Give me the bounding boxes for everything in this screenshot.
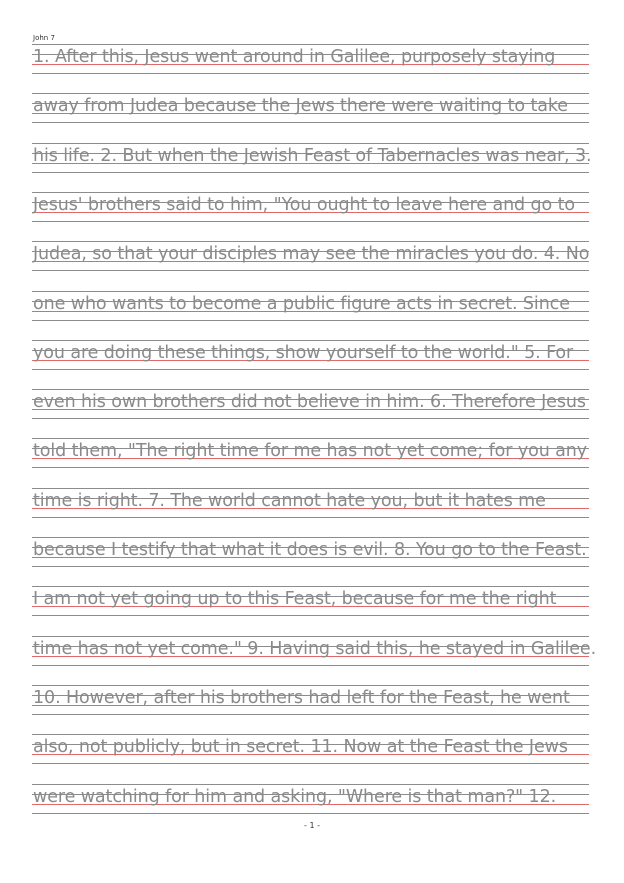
top-guide-line [32, 93, 589, 94]
trace-text-line: you are doing these things, show yourself to the world." 5. For [33, 342, 574, 363]
practice-row [32, 93, 589, 123]
descender-guide-line [32, 665, 589, 666]
descender-guide-line [32, 418, 589, 419]
top-guide-line [32, 340, 589, 341]
practice-row [32, 192, 589, 222]
top-guide-line [32, 784, 589, 785]
practice-row [32, 488, 589, 518]
descender-guide-line [32, 122, 589, 123]
descender-guide-line [32, 467, 589, 468]
descender-guide-line [32, 813, 589, 814]
top-guide-line [32, 586, 589, 587]
top-guide-line [32, 192, 589, 193]
trace-text-line: Judea, so that your disciples may see the miracles you do. 4. No [33, 244, 590, 265]
trace-text-line: told them, "The right time for me has not yet come; for you any [33, 441, 588, 462]
descender-guide-line [32, 369, 589, 370]
descender-guide-line [32, 763, 589, 764]
trace-text-line: his life. 2. But when the Jewish Feast of Tabernacles was near, 3. [33, 145, 592, 166]
practice-row [32, 586, 589, 616]
practice-row [32, 438, 589, 468]
descender-guide-line [32, 270, 589, 271]
trace-text-line: away from Judea because the Jews there were waiting to take [33, 96, 568, 117]
descender-guide-line [32, 566, 589, 567]
descender-guide-line [32, 221, 589, 222]
practice-row [32, 685, 589, 715]
trace-text-line: Jesus' brothers said to him, "You ought to leave here and go to [33, 194, 575, 215]
trace-text-line: I am not yet going up to this Feast, because for me the right [33, 589, 557, 610]
page-number: - 1 - [304, 821, 320, 830]
practice-row [32, 143, 592, 173]
practice-row [32, 340, 589, 370]
trace-text-line: because I testify that what it does is evil. 8. You go to the Feast. [33, 540, 587, 560]
practice-row [32, 291, 589, 321]
practice-row [32, 784, 589, 814]
top-guide-line [32, 636, 589, 637]
top-guide-line [32, 44, 589, 45]
practice-row [32, 734, 589, 764]
descender-guide-line [32, 615, 589, 616]
top-guide-line [32, 389, 589, 390]
top-guide-line [32, 291, 589, 292]
practice-row [32, 537, 589, 567]
trace-text-line: were watching for him and asking, "Where is that man?" 12. [33, 786, 557, 807]
top-guide-line [32, 537, 589, 538]
descender-guide-line [32, 517, 589, 518]
top-guide-line [32, 488, 589, 489]
trace-text-line: time is right. 7. The world cannot hate you, but it hates me [33, 490, 546, 511]
descender-guide-line [32, 320, 589, 321]
descender-guide-line [32, 172, 589, 173]
trace-text-line: 10. However, after his brothers had left for the Feast, he went [33, 687, 570, 708]
page-header-title: John 7 [33, 34, 55, 42]
trace-text-line: even his own brothers did not believe in him. 6. Therefore Jesus [33, 392, 586, 413]
top-guide-line [32, 734, 589, 735]
practice-row [32, 389, 589, 419]
trace-text-line: time has not yet come." 9. Having said this, he stayed in Galilee. [33, 638, 597, 659]
trace-text-line: also, not publicly, but in secret. 11. Now at the Feast the Jews [33, 737, 568, 758]
top-guide-line [32, 685, 589, 686]
top-guide-line [32, 241, 589, 242]
trace-text-line: 1. After this, Jesus went around in Galilee, purposely staying [33, 47, 556, 67]
top-guide-line [32, 438, 589, 439]
practice-row [32, 636, 597, 666]
practice-row [32, 44, 589, 74]
trace-text-line: one who wants to become a public figure acts in secret. Since [33, 293, 570, 314]
practice-row [32, 241, 589, 271]
top-guide-line [32, 143, 589, 144]
descender-guide-line [32, 73, 589, 74]
descender-guide-line [32, 714, 589, 715]
